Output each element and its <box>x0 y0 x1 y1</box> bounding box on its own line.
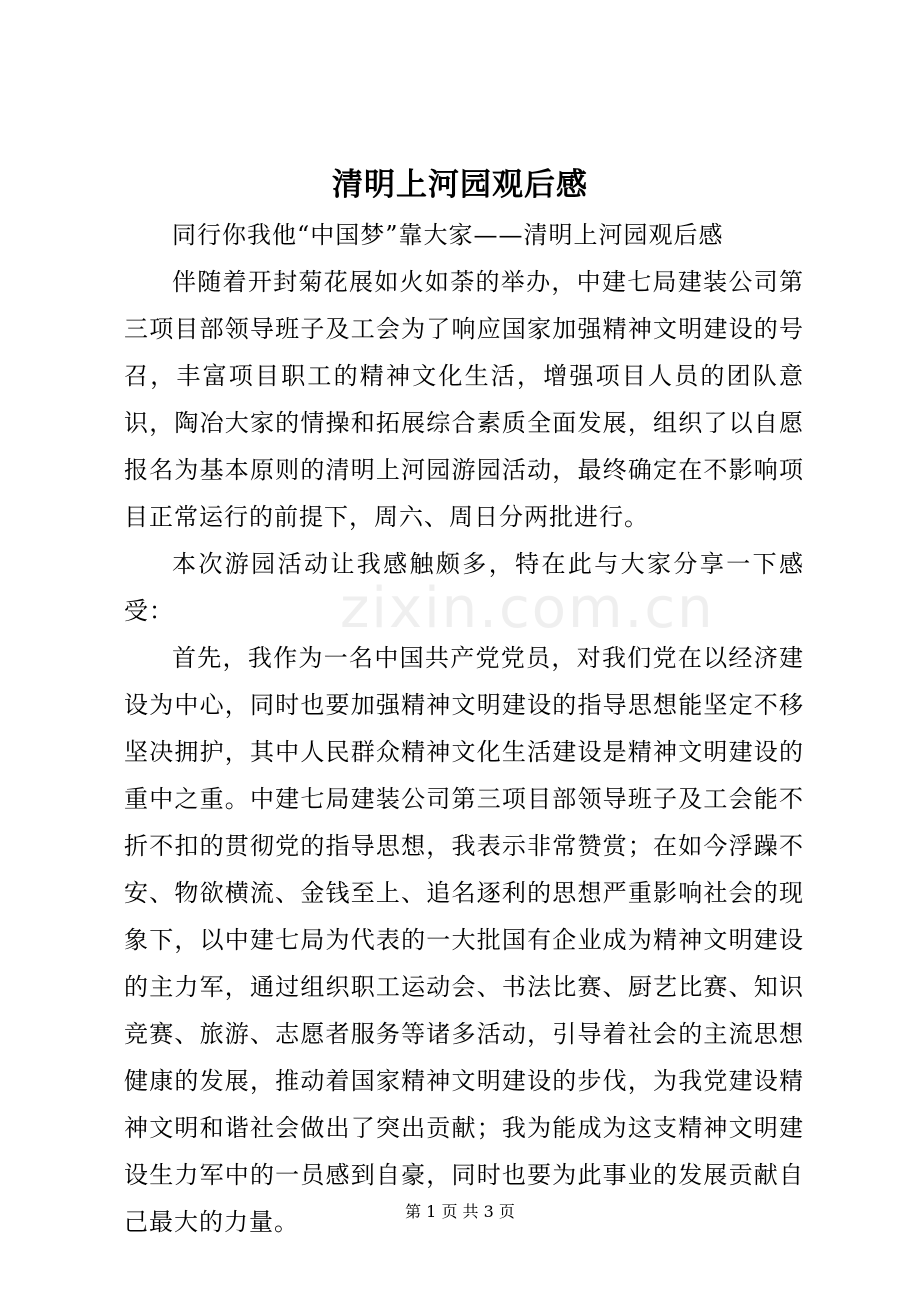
document-body <box>124 212 804 1246</box>
body-paragraph: 本次游园活动让我感触颇多，特在此与大家分享一下感受： <box>124 550 804 625</box>
document-title: 清明上河园观后感 <box>332 167 588 203</box>
watermark: zixin.com.cn <box>340 576 715 641</box>
subtitle-paragraph: 同行你我他“中国梦”靠大家——清明上河园观后感 <box>172 221 724 249</box>
body-paragraph: 伴随着开封菊花展如火如荼的举办，中建七局建装公司第三项目部领导班子及工会为了响应国家加强精神文明建设的号召，丰富项目职工的精神文化生活，增强项目人员的团队意识，陶冶大家的情操和拓展综合素质全面发展，组织了以自愿报名为基本原则的清明上河园游园活动，最终确定在不影响项目正常运行的前提下，周六、周日分两批进行。 <box>124 268 804 531</box>
page-footer: 第 1 页 共 3 页 <box>405 1202 515 1221</box>
body-paragraph: 首先，我作为一名中国共产党党员，对我们党在以经济建设为中心，同时也要加强精神文明建设的指导思想能坚定不移坚决拥护，其中人民群众精神文化生活建设是精神文明建设的重中之重。中建七局建装公司第三项目部领导班子及工会能不折不扣的贯彻党的指导思想，我表示非常赞赏；在如今浮躁不安、物欲横流、金钱至上、追名逐利的思想严重影响社会的现象下，以中建七局为代表的一大批国有企业成为精神文明建设的主力军，通过组织职工运动会、书法比赛、厨艺比赛、知识竞赛、旅游、志愿者服务等诸多活动，引导着社会的主流思想健康的发展，推动着国家精神文明建设的步伐，为我党建设精神文明和谐社会做出了突出贡献；我为能成为这支精神文明建设生力军中的一员感到自豪，同时也要为此事业的发展贡献自己最大的力量。 <box>124 644 804 1236</box>
